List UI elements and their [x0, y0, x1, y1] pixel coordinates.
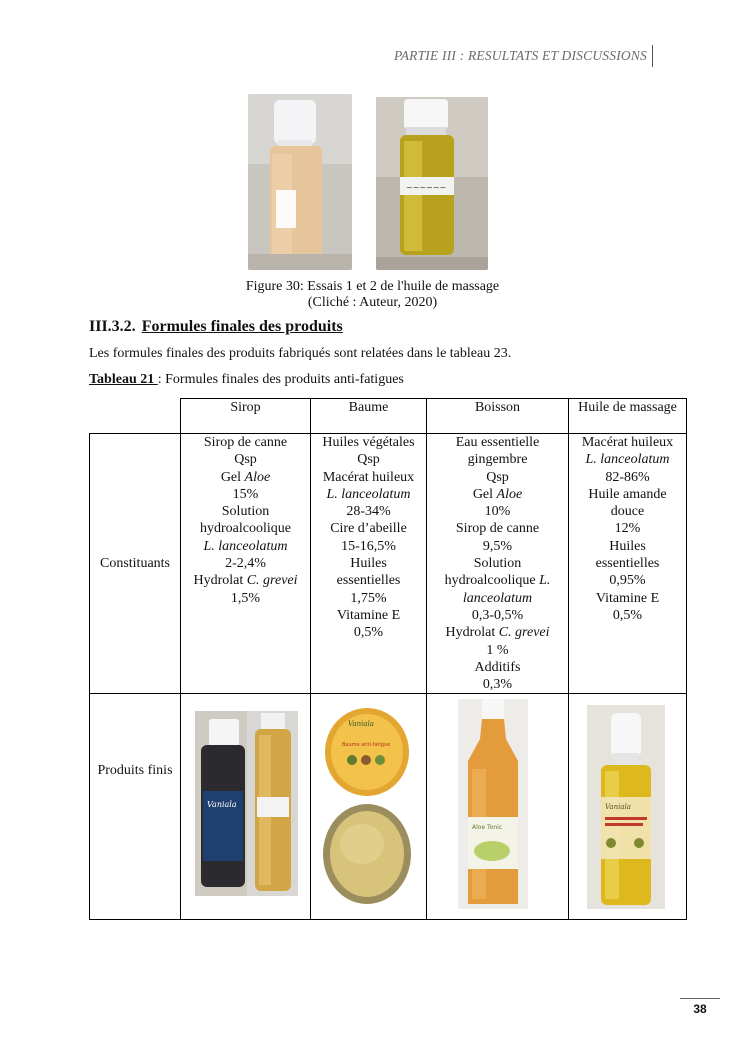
figure-caption-line-2: (Cliché : Auteur, 2020) — [307, 295, 438, 310]
table-caption — [89, 372, 404, 388]
table-caption-text: : Formules finales des produits anti-fatigues — [157, 372, 404, 387]
vaniala-label-baume: Vaniala — [348, 720, 374, 729]
cell-sirop-constituants: Sirop de canne Qsp Gel Aloe 15% Solution hydroalcoolique L. lanceolatum 2-2,4% Hydrolat C. grevei 1,5% — [181, 434, 311, 694]
cell-boisson-constituants: Eau essentielle gingembre Qsp Gel Aloe 10% Sirop de canne 9,5% Solution hydroalcoolique L. lanceolatum 0,3-0,5% Hydrolat C. grevei 1 % Additifs 0,3% — [427, 434, 569, 694]
huile-product-photo — [587, 705, 665, 914]
section-heading — [89, 318, 343, 336]
table-row-constituants — [90, 434, 687, 694]
section-title: Formules finales des produits — [141, 318, 343, 335]
empty-corner-cell — [90, 399, 181, 434]
vaniala-label-sirop: Vaniala — [207, 800, 237, 810]
boisson-product-photo — [458, 699, 528, 914]
formula-table — [89, 398, 687, 920]
baume-jar-label: Baume anti-fatigue — [342, 742, 391, 749]
section-number: III.3.2. — [89, 318, 136, 335]
header-huile-de-massage: Huile de massage — [569, 399, 687, 434]
figure-caption-line-1: Figure 30: Essais 1 et 2 de l'huile de massage — [245, 279, 500, 294]
cell-sirop-product — [181, 694, 311, 920]
page-number: 38 — [693, 1002, 707, 1016]
vaniala-label-huile: Vaniala — [605, 803, 631, 812]
photo-essai-1 — [248, 94, 352, 270]
cell-baume-constituants: Huiles végétales Qsp Macérat huileux L. lanceolatum 28-34% Cire d’abeille 15-16,5% Huiles essentielles 1,75% Vitamine E 0,5% — [311, 434, 427, 694]
intro-paragraph: Les formules finales des produits fabriqués sont relatées dans le tableau 23. — [89, 346, 512, 361]
header-sirop: Sirop — [181, 399, 311, 434]
running-header: PARTIE III : RESULTATS ET DISCUSSIONS — [393, 48, 647, 63]
table-row-produits-finis — [90, 694, 687, 920]
row-label-produits-finis: Produits finis — [90, 694, 181, 920]
photo-essai-2 — [376, 97, 488, 270]
table-caption-label: Tableau 21 — [89, 372, 158, 387]
cell-baume-product — [311, 694, 427, 920]
header-baume: Baume — [311, 399, 427, 434]
footer-divider — [680, 998, 720, 999]
cell-boisson-product — [427, 694, 569, 920]
svg-text:~~~~~~: ~~~~~~ — [406, 183, 447, 192]
header-boisson: Boisson — [427, 399, 569, 434]
table-header-row — [90, 399, 687, 434]
cell-huile-product — [569, 694, 687, 920]
row-label-constituants: Constituants — [90, 434, 181, 694]
cell-huile-constituants: Macérat huileux L. lanceolatum 82-86% Huile amande douce 12% Huiles essentielles 0,95% Vitamine E 0,5% — [569, 434, 687, 694]
baume-product-photo — [322, 704, 412, 912]
sirop-product-photo — [195, 711, 298, 901]
header-divider — [652, 45, 653, 67]
boisson-bottle-label: Aloe Tonic — [472, 824, 503, 832]
